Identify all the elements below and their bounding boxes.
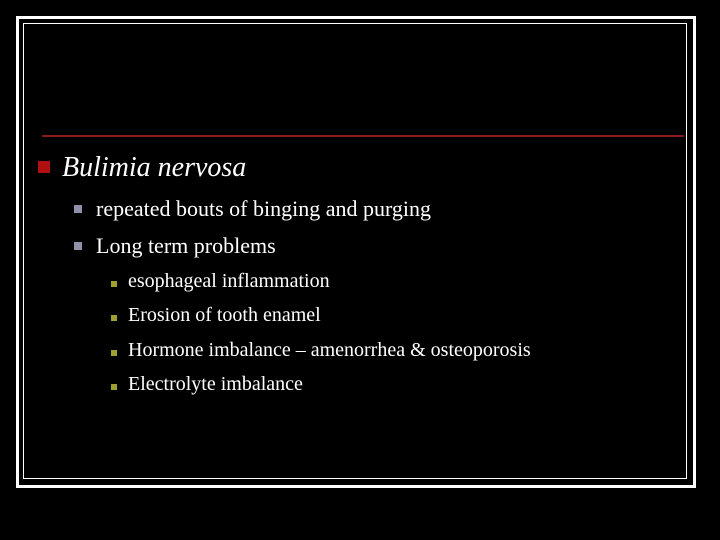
square-bullet-icon — [38, 161, 50, 173]
sub-bullet-text: repeated bouts of binging and purging — [96, 196, 432, 221]
square-bullet-icon — [111, 350, 117, 356]
sub-sub-bullet-text: esophageal inflammation — [128, 270, 330, 292]
square-bullet-icon — [74, 205, 82, 213]
square-bullet-icon — [111, 384, 117, 390]
square-bullet-icon — [111, 315, 117, 321]
sub-sub-bullet-text: Hormone imbalance – amenorrhea & osteoporosis — [128, 339, 531, 361]
square-bullet-icon — [111, 281, 117, 287]
sub-bullet-text: Long term problems — [96, 233, 276, 258]
square-bullet-icon — [74, 242, 82, 250]
title-divider-line — [42, 135, 684, 137]
sub-sub-bullet-text: Erosion of tooth enamel — [128, 304, 321, 326]
sub-sub-bullet-text: Electrolyte imbalance — [128, 373, 303, 395]
bullet-heading: Bulimia nervosa — [62, 152, 247, 183]
